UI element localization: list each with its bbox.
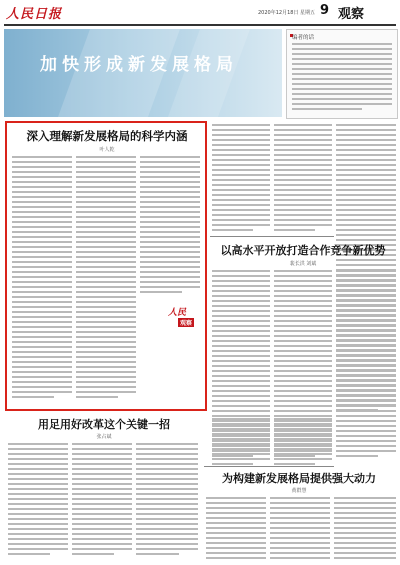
article-column [274, 418, 332, 468]
publication-date: 2020年12月18日 星期五 [258, 10, 316, 16]
article-title[interactable]: 以高水平开放打造合作竞争新优势 [220, 244, 386, 257]
article-column [270, 497, 330, 562]
article-byline: 黄群慧 [291, 488, 307, 494]
article-column [12, 156, 72, 401]
masthead-logo: 人民日报 [6, 7, 63, 22]
article-byline: 叶人乾 [99, 147, 115, 153]
article-title[interactable]: 用足用好改革这个关键一招 [38, 418, 170, 431]
editor-note-title: 编者的话 [292, 35, 315, 41]
article-column [274, 124, 332, 234]
article-byline: 张占斌 [96, 434, 112, 440]
banner-title: 加快形成新发展格局 [40, 55, 238, 75]
article-column [8, 443, 68, 558]
section-name: 观察 [338, 7, 365, 22]
page-number: 9 [320, 3, 330, 18]
page-logo-text: 人民 [168, 308, 187, 318]
article-title[interactable]: 深入理解新发展格局的科学内涵 [26, 129, 188, 143]
article-column [212, 124, 270, 234]
article-column [336, 270, 396, 460]
article-column [212, 418, 270, 468]
editor-note-text [292, 43, 392, 113]
article-byline: 裴长洪 刘斌 [289, 261, 317, 267]
article-column [140, 156, 200, 296]
article-column [72, 443, 132, 558]
banner-kicker: 育新机 开新局 [110, 10, 187, 24]
article-column [334, 497, 396, 562]
header-rule [4, 24, 396, 26]
article-column [136, 443, 198, 558]
divider [210, 236, 334, 237]
divider [204, 466, 334, 467]
page-logo-sub: 观察 [180, 320, 193, 327]
article-title[interactable]: 为构建新发展格局提供强大动力 [222, 472, 376, 485]
article-column [76, 156, 136, 401]
article-column [206, 497, 266, 562]
